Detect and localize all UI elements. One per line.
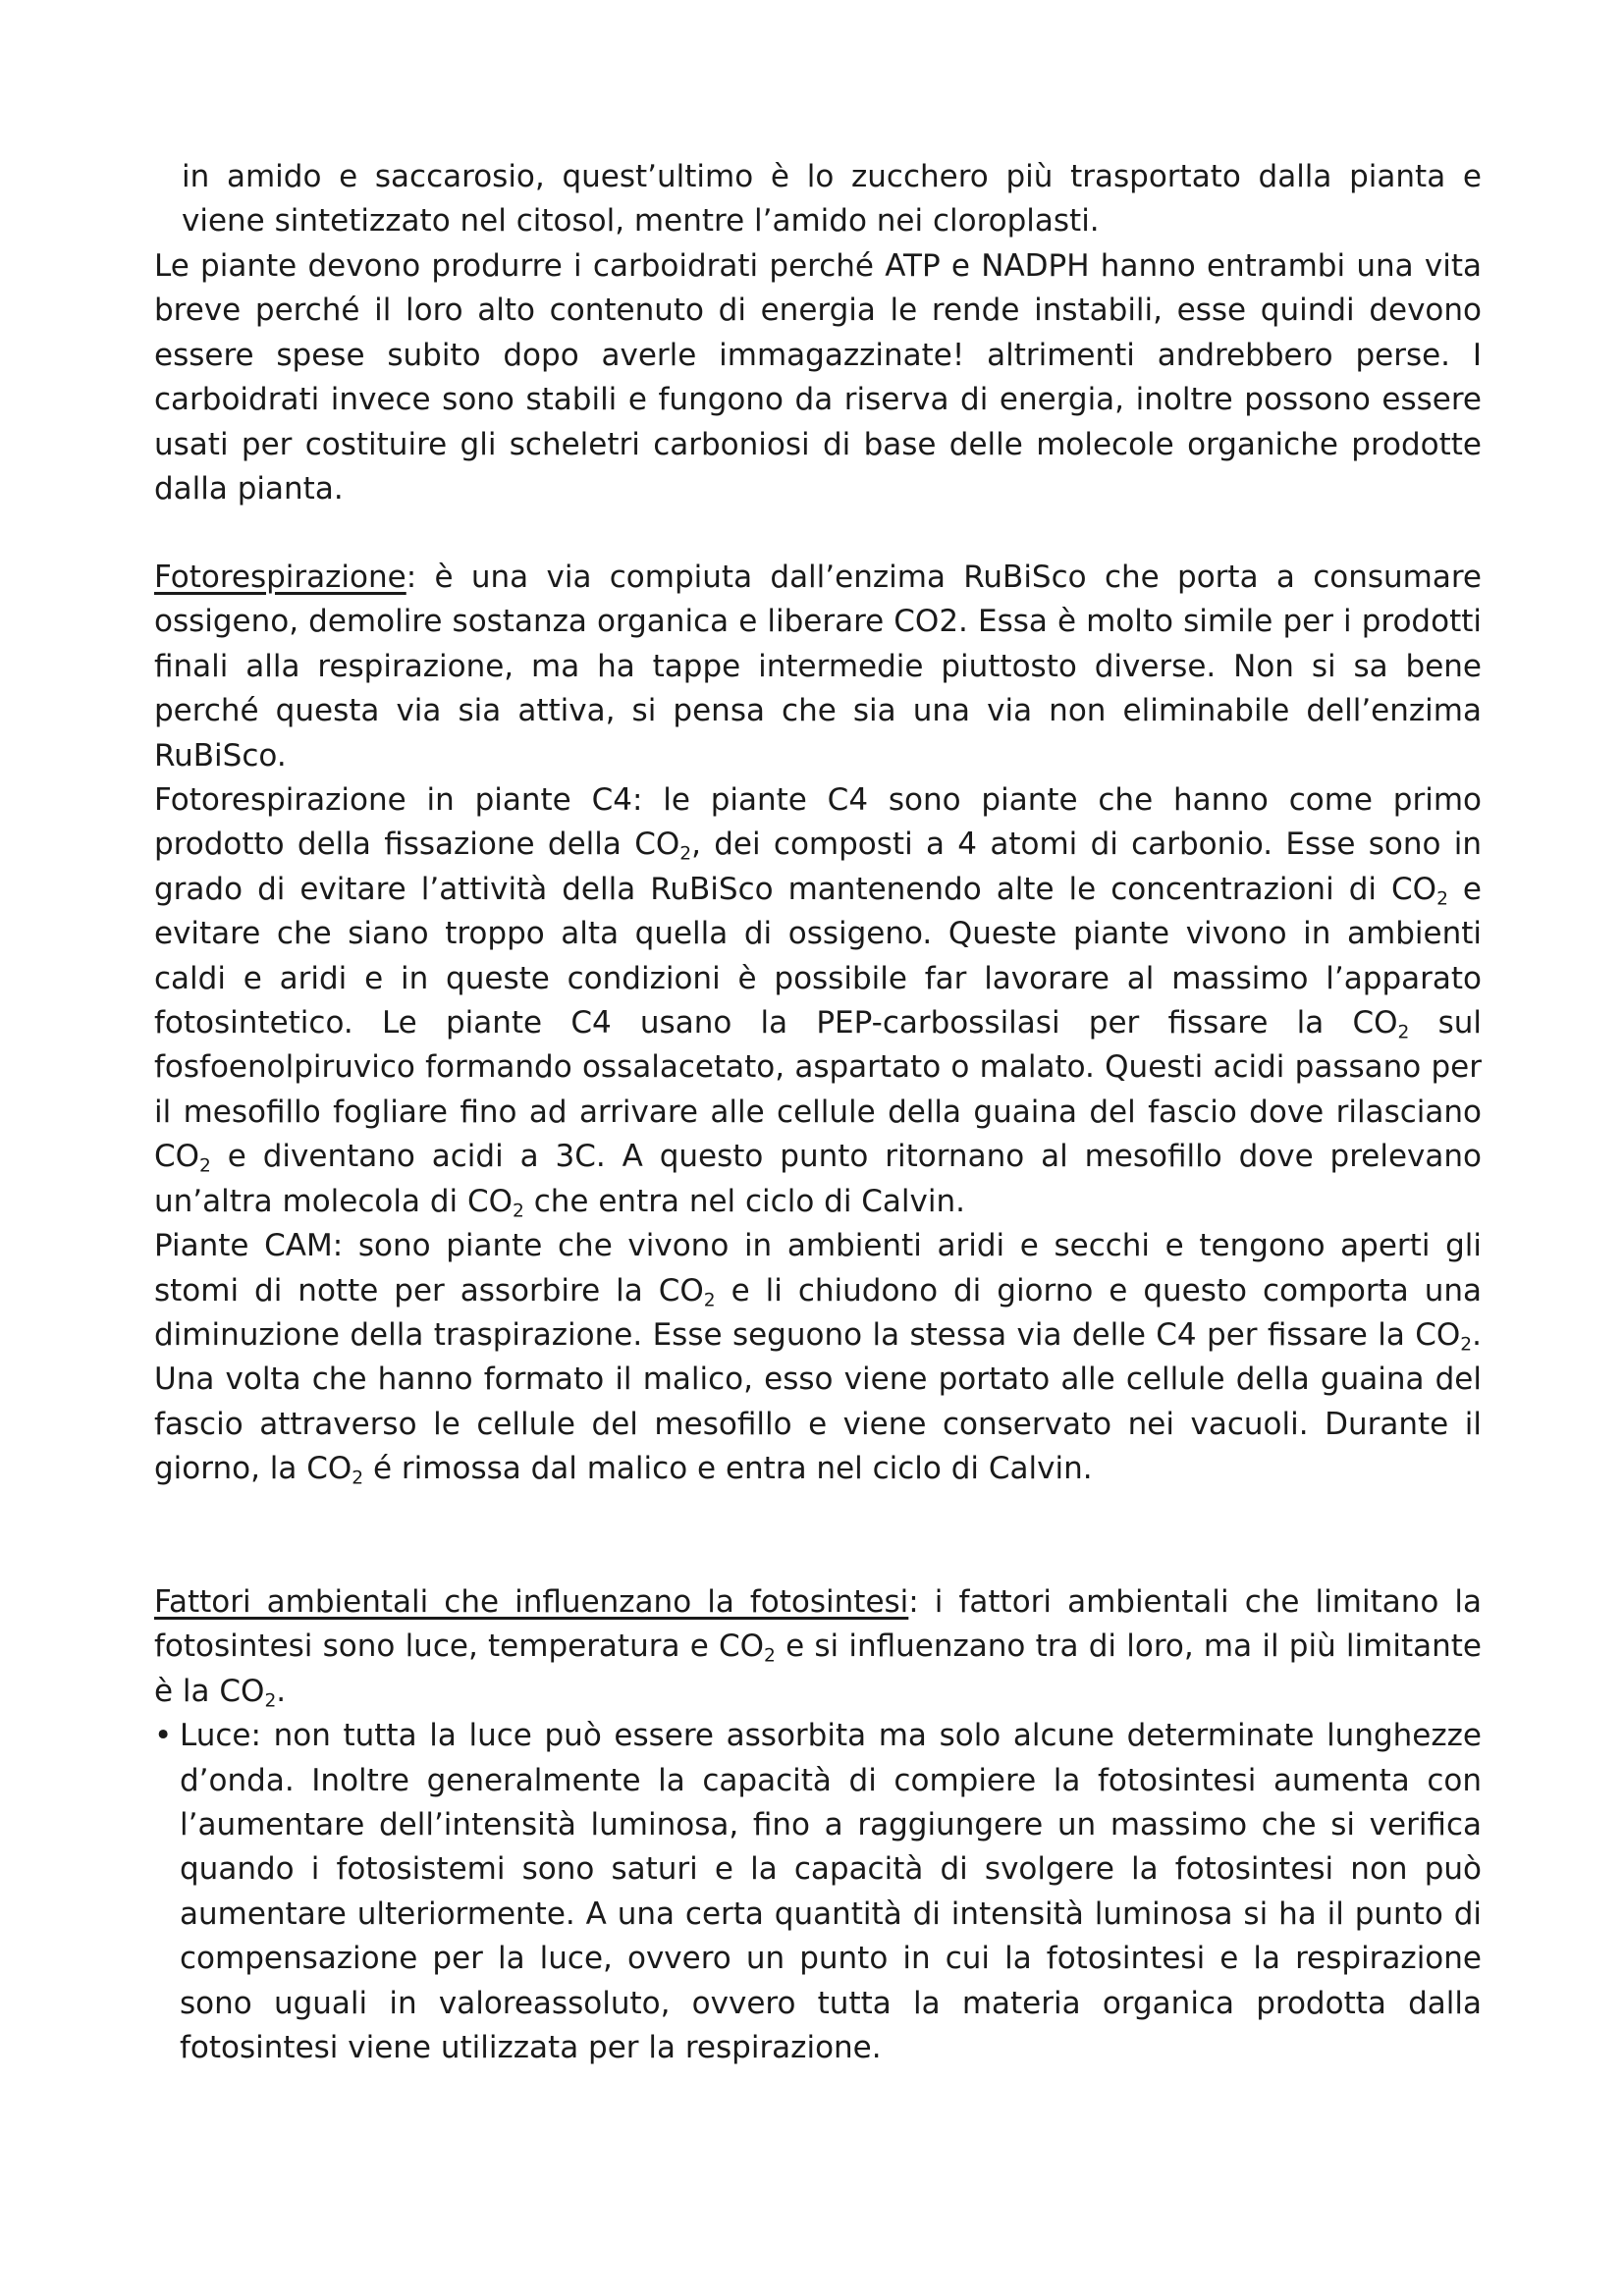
fotorespirazione-paragraph: Fotorespirazione: è una via compiuta dall’enzima RuBiSco che porta a consumare ossigeno, demolire sostanza organica e liberare CO2. Essa è molto simile per i prodotti finali alla respirazione, ma ha tappe intermedie piuttosto diverse. Non si sa bene perché questa via sia attiva, si pensa che sia una via non eliminabile dell’enzima RuBiSco.: [154, 560, 1482, 774]
fattori-section: [154, 1580, 1482, 2070]
c4-paragraph: Fotorespirazione in piante C4: le piante C4 sono piante che hanno come primo prodotto della fissazione della $CO_2$, dei composti a 4 atomi di carbonio. Esse sono in grado di evitare l’attività della RuBiSco mantenendo alte le concentrazioni di $CO_2$ e evitare che siano troppo alta quella di ossigeno. Queste piante vivono in ambienti caldi e aridi e in queste condizioni è possibile far lavorare al massimo l’apparato fotosintetico. Le piante C4 usano la PEP-carbossilasi per fissare la $CO_2$ sul fosfoenolpiruvico formando ossalacetato, aspartato o malato. Questi acidi passano per il mesofillo fogliare fino ad arrivare alle cellule della guaina del fascio dove rilasciano $CO_2$ e diventano acidi a 3C. A questo punto ritornano al mesofillo dove prelevano un’altra molecola di $CO_2$ che entra nel ciclo di Calvin.: [154, 782, 1483, 1222]
cam-paragraph: Piante CAM: sono piante che vivono in ambienti aridi e secchi e tengono aperti gli stomi di notte per assorbire la $CO_2$ e li chiudono di giorno e questo comporta una diminuzione della traspirazione. Esse seguono la stessa via delle C4 per fissare la $CO_2$. Una volta che hanno formato il malico, esso viene portato alle cellule della guaina del fascio attraverso le cellule del mesofillo e viene conservato nei vacuoli. Durante il giorno, la $CO_2$ é rimossa dal malico e entra nel ciclo di Calvin.: [154, 1228, 1482, 1489]
carbohydrates-paragraph: Le piante devono produrre i carboidrati perché ATP e NADPH hanno entrambi una vita breve perché il loro alto contenuto di energia le rende instabili, esse quindi devono essere spese subito dopo averle immagazzinate! altrimenti andrebbero perse. I carboidrati invece sono stabili e fungono da riserva di energia, inoltre possono essere usati per costituire gli scheletri carboniosi di base delle molecole organiche prodotte dalla pianta.: [154, 248, 1482, 507]
list-item-luce: • Luce: non tutta la luce può essere assorbita ma solo alcune determinate lunghezze d’onda. Inoltre generalmente la capacità di compiere la fotosintesi aumenta con l’aumentare dell’intensità luminosa, fino a raggiungere un massimo che si verifica quando i fotosistemi sono saturi e la capacità di svolgere la fotosintesi non può aumentare ulteriormente. A una certa quantità di intensità luminosa si ha il punto di compensazione per la luce, ovvero un punto in cui la fotosintesi e la respirazione sono uguali in valoreassoluto, ovvero tutta la materia organica prodotta dalla fotosintesi viene utilizzata per la respirazione.: [154, 1714, 1482, 2070]
fattori-paragraph: Fattori ambientali che influenzano la fotosintesi: i fattori ambientali che limitano la fotosintesi sono luce, temperatura e $CO_2$ e si influenzano tra di loro, ma il più limitante è la $CO_2$.: [154, 1584, 1482, 1712]
fattori-list: [154, 1714, 1482, 2070]
fotorespirazione-heading: Fotorespirazione: [154, 560, 406, 595]
intro-continued-paragraph: in amido e saccarosio, quest’ultimo è lo zucchero più trasportato dalla pianta e viene sintetizzato nel citosol, mentre l’amido nei cloroplasti.: [182, 159, 1482, 240]
bullet-icon: •: [154, 1718, 173, 1754]
fattori-heading: Fattori ambientali che influenzano la fotosintesi: [154, 1584, 909, 1620]
fotorespirazione-section: [154, 556, 1482, 1492]
